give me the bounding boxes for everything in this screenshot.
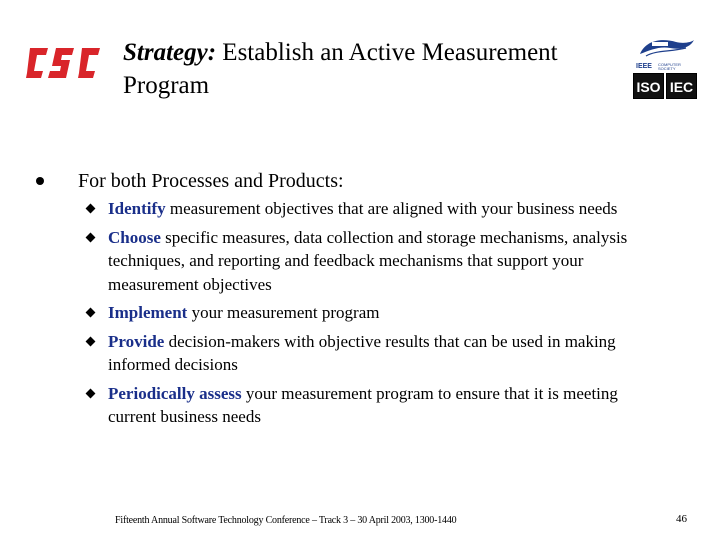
item-text: your measurement program — [187, 303, 380, 322]
page-number: 46 — [676, 513, 687, 525]
item-keyword: Identify — [108, 199, 166, 218]
iec-logo: IEC — [666, 73, 697, 99]
csc-logo — [26, 46, 100, 80]
sub-bullet-list — [86, 197, 666, 434]
list-item — [86, 301, 666, 325]
list-item — [86, 330, 666, 377]
item-text: decision-makers with objective results that can be used in making informed decisions — [108, 331, 616, 374]
title-rest: Establish an Active Measurement Program — [123, 39, 558, 99]
ieee-sub-label: COMPUTER SOCIETY — [658, 62, 681, 71]
diamond-bullet-icon — [86, 308, 96, 318]
item-keyword: Periodically assess — [108, 383, 242, 403]
list-item — [86, 226, 666, 297]
slide-title — [123, 36, 623, 102]
item-text: measurement objectives that are aligned with your business needs — [165, 199, 618, 218]
diamond-bullet-icon — [86, 388, 96, 398]
iso-logo: ISO — [633, 73, 664, 99]
list-item — [86, 382, 666, 429]
footer-conference: Fifteenth Annual Software Technology Conference – Track 3 – 30 April 2003, 1300-1440 — [115, 515, 457, 526]
item-text: your measurement program to ensure that it is meeting current business needs — [108, 383, 618, 426]
standards-logos — [632, 36, 698, 100]
item-keyword: Choose — [108, 227, 161, 247]
main-bullet-text: For both Processes and Products: — [78, 170, 344, 192]
ieee-globe-icon — [636, 36, 696, 62]
ieee-label: IEEE — [636, 63, 652, 70]
bullet-dot-icon — [36, 177, 44, 185]
list-item — [86, 197, 666, 221]
diamond-bullet-icon — [86, 204, 96, 214]
item-text: specific measures, data collection and storage mechanisms, analysis techniques, and reporting and feedback mechanisms that support your measurement objectives — [108, 227, 628, 294]
item-keyword: Implement — [108, 303, 188, 322]
diamond-bullet-icon — [86, 232, 96, 242]
item-keyword: Provide — [108, 331, 165, 351]
title-emphasis: Strategy: — [123, 39, 217, 66]
diamond-bullet-icon — [86, 336, 96, 346]
